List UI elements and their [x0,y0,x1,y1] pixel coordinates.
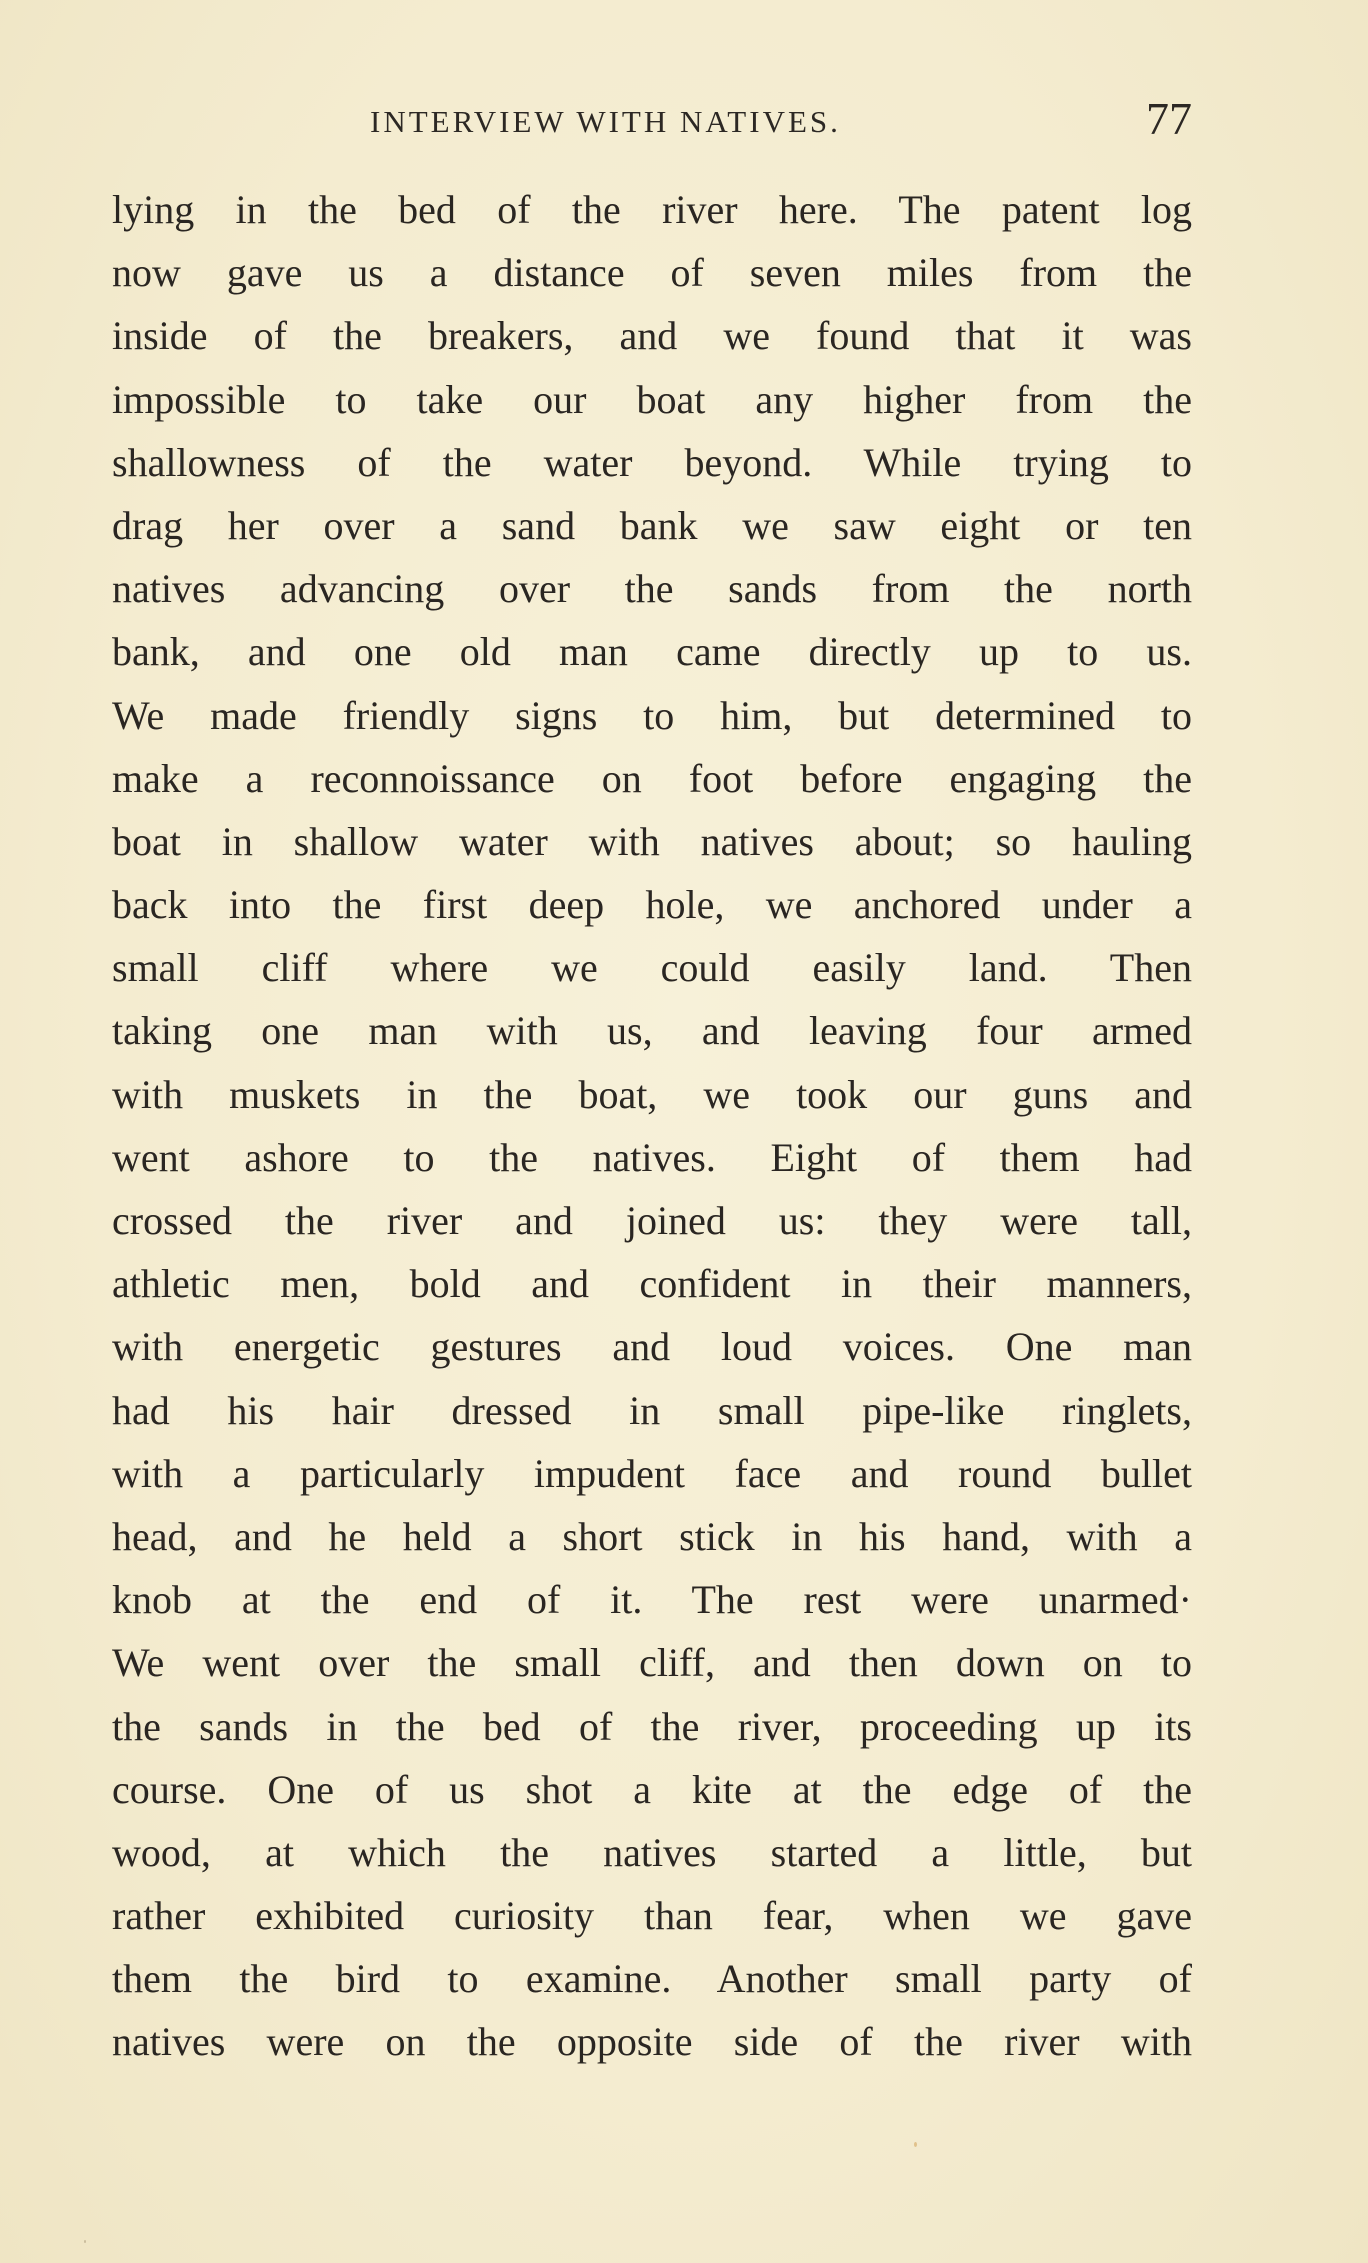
paper-speck [914,2142,917,2147]
text-line: head, and he held a short stick in his hand, with a [112,1513,1192,1559]
text-line: the sands in the bed of the river, proceeding up its [112,1703,1192,1749]
text-line: bank, and one old man came directly up to us. [112,629,1192,675]
text-line: We went over the small cliff, and then down on to [112,1640,1192,1686]
text-line: back into the first deep hole, we anchored under a [112,882,1192,928]
text-line: crossed the river and joined us: they were tall, [112,1198,1192,1243]
text-line: drag her over a sand bank we saw eight or ten [112,502,1192,548]
running-head [112,92,1192,152]
text-line: with a particularly impudent face and round bullet [112,1450,1192,1496]
text-line: had his hair dressed in small pipe-like ringlets, [112,1387,1192,1433]
paper-speck [84,2240,86,2243]
text-line: wood, at which the natives started a little, but [112,1829,1192,1875]
text-line: knob at the end of it. The rest were unarmed· [112,1577,1192,1623]
text-line: natives advancing over the sands from the north [112,566,1192,612]
text-line: now gave us a distance of seven miles from the [112,250,1192,296]
text-line: impossible to take our boat any higher from the [112,376,1192,422]
text-line: rather exhibited curiosity than fear, when we gave [112,1893,1192,1939]
text-line: shallowness of the water beyond. While trying to [112,439,1192,485]
text-line: taking one man with us, and leaving four armed [112,1008,1192,1054]
text-line: inside of the breakers, and we found that it was [112,313,1192,359]
text-line: went ashore to the natives. Eight of them had [112,1134,1192,1180]
text-line: them the bird to examine. Another small party of [112,1956,1192,2002]
page-number: 77 [1146,93,1192,144]
running-head-title: INTERVIEW WITH NATIVES. [370,104,841,139]
text-line: course. One of us shot a kite at the edge of the [112,1766,1192,1812]
text-line: boat in shallow water with natives about; so hauling [112,818,1192,864]
text-line: We made friendly signs to him, but determined to [112,692,1192,738]
text-line: lying in the bed of the river here. The patent log [112,187,1192,232]
text-line: natives were on the opposite side of the river with [112,2019,1192,2065]
text-line: athletic men, bold and confident in their manners, [112,1261,1192,1307]
text-line: small cliff where we could easily land. Then [112,945,1192,991]
body-text [112,178,1192,2074]
text-line: make a reconnoissance on foot before engaging the [112,755,1192,801]
text-line: with muskets in the boat, we took our guns and [112,1071,1192,1117]
text-line: with energetic gestures and loud voices. One man [112,1324,1192,1370]
